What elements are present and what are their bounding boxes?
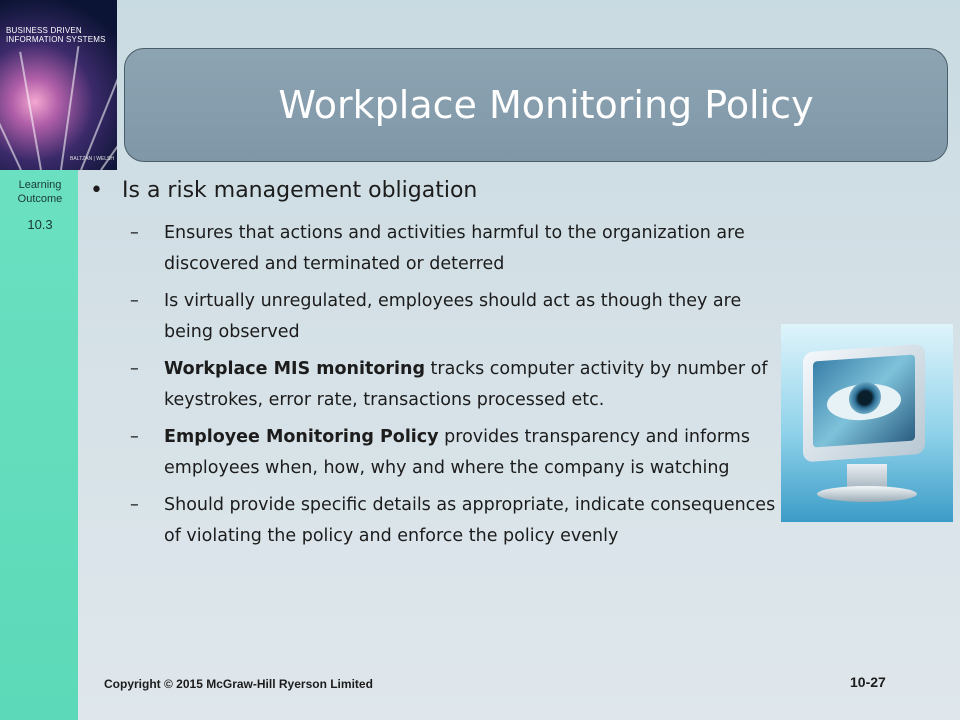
monitor-stand (847, 464, 887, 488)
learning-outcome-number: 10.3 (27, 217, 53, 232)
sub-point-text: provides transparency and informs employees when, how, why and where the company is watching (164, 427, 750, 478)
sub-point (90, 490, 780, 552)
slide-title: Workplace Monitoring Policy (278, 83, 814, 127)
title-banner (124, 48, 948, 162)
monitor-base (817, 486, 917, 502)
sub-point (90, 354, 780, 416)
cover-authors: BALTZAN | WELSH (70, 156, 114, 162)
sub-point-term: Employee Monitoring Policy (164, 427, 439, 447)
sub-point-text: Ensures that actions and activities harmful to the organization are discovered and terminated or deterred (164, 223, 745, 274)
sub-point-text: Is virtually unregulated, employees should act as though they are being observed (164, 291, 742, 342)
sub-point (90, 286, 780, 348)
monitor-eye-image (781, 324, 953, 522)
cover-title: BUSINESS DRIVEN INFORMATION SYSTEMS (6, 26, 106, 44)
sub-point (90, 218, 780, 280)
dash-marker: – (130, 291, 139, 311)
monitor-screen (813, 354, 915, 447)
main-bullet: • Is a risk management obligation (90, 176, 780, 206)
sub-point (90, 422, 780, 484)
sub-point-term: Workplace MIS monitoring (164, 359, 425, 379)
page-number: 10-27 (850, 674, 886, 690)
book-cover-image (0, 0, 117, 170)
dash-marker: – (130, 359, 139, 379)
dash-marker: – (130, 223, 139, 243)
copyright-text: Copyright © 2015 McGraw-Hill Ryerson Limited (104, 677, 373, 691)
dash-marker: – (130, 427, 139, 447)
sub-point-text: tracks computer activity by number of keystrokes, error rate, transactions processed etc. (164, 359, 768, 410)
slide-content (90, 176, 780, 558)
learning-outcome-label: Learning Outcome (17, 179, 63, 205)
sub-point-text: Should provide specific details as appropriate, indicate consequences of violating the policy and enforce the policy evenly (164, 495, 776, 546)
dash-marker: – (130, 495, 139, 515)
monitor-icon (803, 344, 925, 463)
